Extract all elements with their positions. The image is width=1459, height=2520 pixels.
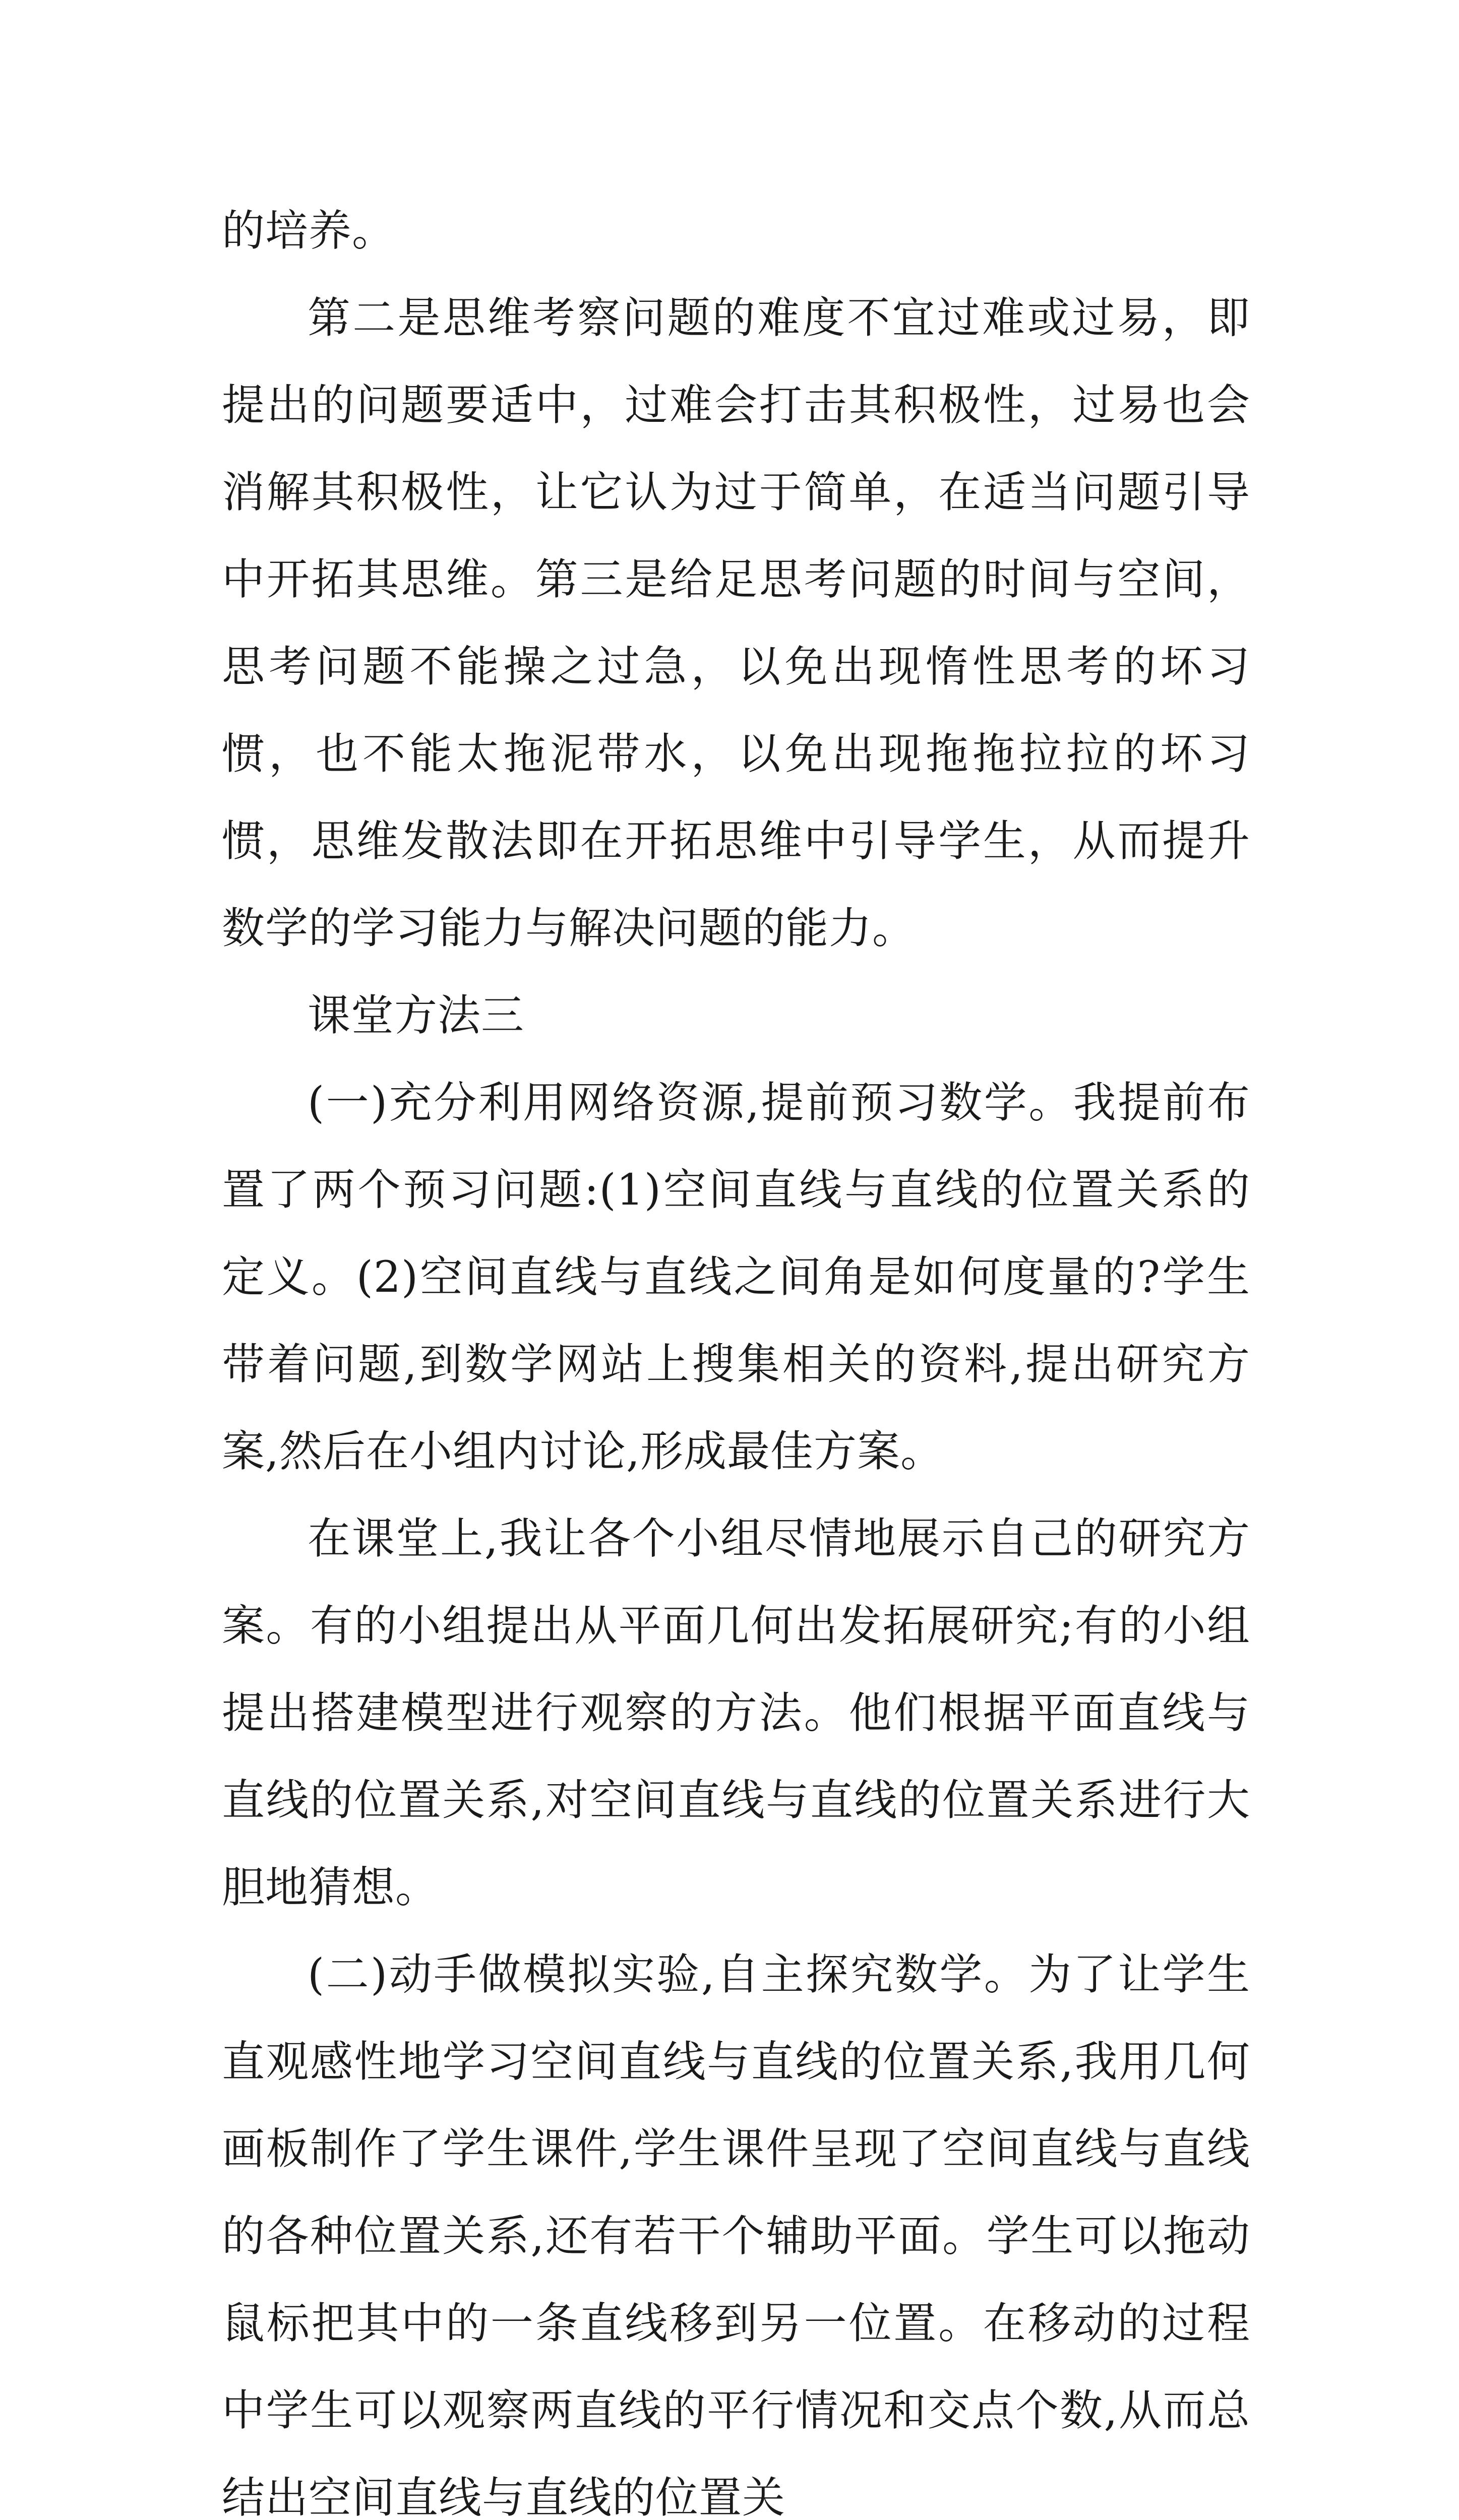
paragraph-1: 的培养。 [222, 206, 396, 256]
paragraph-3: (一)充分利用网络资源,提前预习数学。我提前布置了两个预习问题:(1)空间直线与直线的位置关系的定义。(2)空间直线与直线之间角是如何度量的?学生带着问题,到数学网站上搜集相关的资料,提出研究方案,然后在小组内讨论,形成最佳方案。 [222, 1078, 1250, 1477]
document-body [222, 187, 1250, 2520]
paragraph-5: (二)动手做模拟实验,自主探究数学。为了让学生直观感性地学习空间直线与直线的位置关系,我用几何画板制作了学生课件,学生课件呈现了空间直线与直线的各种位置关系,还有若干个辅助平面。学生可以拖动鼠标把其中的一条直线移到另一位置。在移动的过程中学生可以观察两直线的平行情况和交点个数,从而总结出空间直线与直线的位置关 [222, 1950, 1250, 2520]
paragraph-2: 第二是思维考察问题的难度不宜过难或过易，即提出的问题要适中，过难会打击其积极性，过易也会消解其积极性，让它认为过于简单，在适当问题引导中开拓其思维。第三是给足思考问题的时间与空间，思考问题不能操之过急，以免出现惰性思考的坏习惯，也不能太拖泥带水，以免出现拖拖拉拉的坏习惯，思维发散法即在开拓思维中引导学生，从而提升数学的学习能力与解决问题的能力。 [222, 293, 1250, 954]
paragraph-4: 在课堂上,我让各个小组尽情地展示自己的研究方案。有的小组提出从平面几何出发拓展研究;有的小组提出搭建模型进行观察的方法。他们根据平面直线与直线的位置关系,对空间直线与直线的位置关系进行大胆地猜想。 [222, 1514, 1250, 1913]
section-heading: 课堂方法三 [308, 991, 525, 1041]
